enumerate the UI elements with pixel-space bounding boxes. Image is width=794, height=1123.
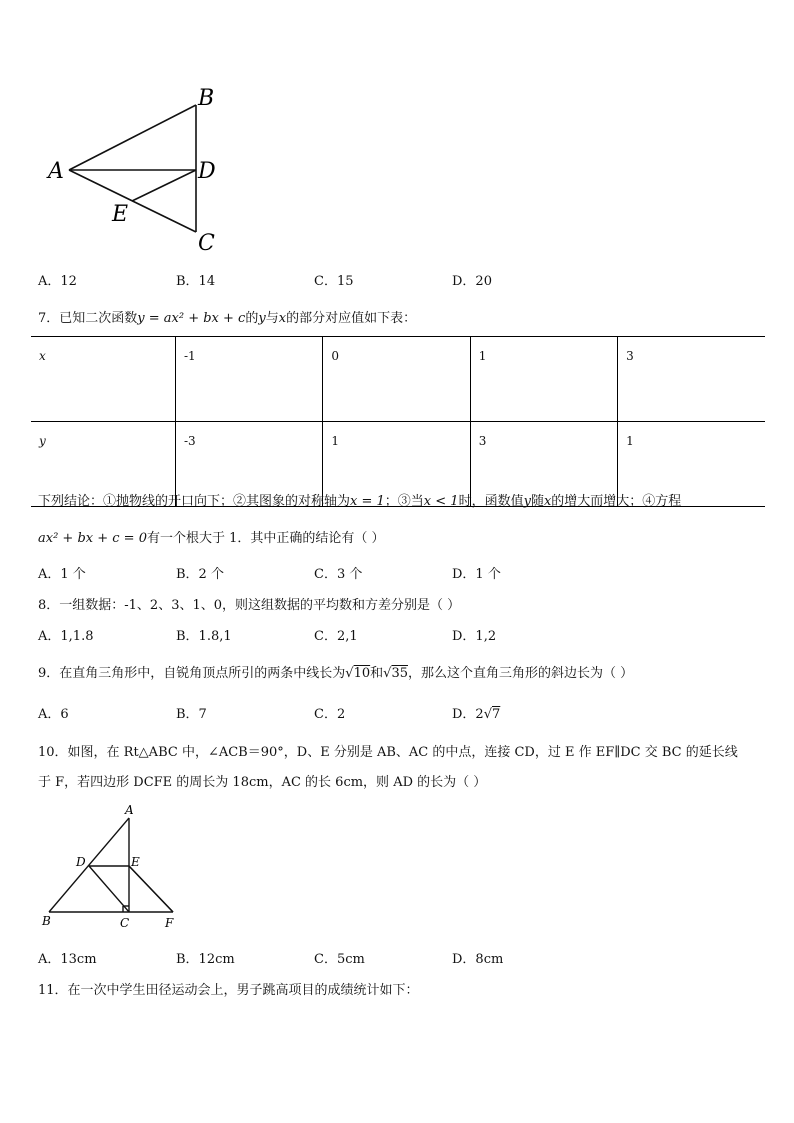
q6-options [38,270,758,288]
q8-option-c[interactable]: C．2,1 [314,629,358,644]
q8-option-d[interactable]: D．1,2 [452,629,497,644]
q7-option-c[interactable]: C．3 个 [314,567,363,582]
q7-option-b[interactable]: B．2 个 [176,567,224,582]
table-cell: 3 [470,422,617,507]
q7-function: y = ax² + bx + c [137,311,246,326]
label-C: C [120,916,130,930]
label-B: B [198,86,215,111]
q7-value-table [31,336,765,507]
q11-stem: 11．在一次中学生田径运动会上，男子跳高项目的成绩统计如下： [38,983,419,998]
q6-option-d[interactable]: D．20 [452,274,492,289]
label-C: C [198,231,215,256]
q8-option-a[interactable]: A．1,1.8 [38,629,94,644]
q9-option-b[interactable]: B．7 [176,707,207,722]
q10-stem-line2: 于 F，若四边形 DCFE 的周长为 18cm，AC 的长 6cm，则 AD 的长为（ ） [38,775,487,790]
q7-conclusions-line2: ax² + bx + c = 0有一个根大于 1．其中正确的结论有（ ） [38,531,385,546]
q9-option-a[interactable]: A．6 [38,707,69,722]
label-B: B [42,914,51,928]
triangle-figure-q6 [40,80,240,260]
table-cell: 1 [470,337,617,422]
q10-option-d[interactable]: D．8cm [452,952,504,967]
q7-option-d[interactable]: D．1 个 [452,567,501,582]
q6-option-a[interactable]: A．12 [38,274,77,289]
q10-option-b[interactable]: B．12cm [176,952,235,967]
table-header-y: y [31,422,176,507]
q6-option-b[interactable]: B．14 [176,274,216,289]
label-D: D [76,855,86,869]
table-cell: -1 [176,337,323,422]
label-E: E [131,855,140,869]
table-cell: 0 [323,337,470,422]
q10-option-c[interactable]: C．5cm [314,952,365,967]
label-F: F [165,916,174,930]
q6-option-c[interactable]: C．15 [314,274,354,289]
q8-stem: 8．一组数据：-1、2、3、1、0，则这组数据的平均数和方差分别是（ ） [38,598,461,613]
q7-option-a[interactable]: A．1 个 [38,567,86,582]
label-A: A [48,159,64,184]
label-D: D [198,159,216,184]
table-cell: -3 [176,422,323,507]
q9-options [38,703,758,721]
q7-stem: 7．已知二次函数y = ax² + bx + c的y与x的部分对应值如下表： [38,311,417,326]
q7-conclusions-line1: 下列结论：①抛物线的开口向下；②其图象的对称轴为x = 1；③当x < 1时，函数值y随x的增大而增大；④方程 [38,494,682,509]
q9-option-c[interactable]: C．2 [314,707,346,722]
q10-stem-line1: 10．如图，在 Rt△ABC 中，∠ACB＝90°，D、E 分别是 AB、AC 的中点，连接 CD，过 E 作 EF∥DC 交 BC 的延长线 [38,745,738,760]
q7-options [38,563,758,581]
q10-option-a[interactable]: A．13cm [38,952,97,967]
table-cell: 1 [323,422,470,507]
q8-option-b[interactable]: B．1.8,1 [176,629,232,644]
label-A: A [125,803,134,817]
table-row-x [31,337,765,422]
table-cell: 3 [618,337,765,422]
triangle-figure-q10 [36,800,186,935]
label-E: E [112,202,129,227]
q9-option-d[interactable]: D．2√7 [452,707,501,722]
q8-options [38,625,758,643]
q9-stem: 9．在直角三角形中，自锐角顶点所引的两条中线长为√10和√35，那么这个直角三角形的斜边长为（ ） [38,666,634,681]
table-cell: 1 [618,422,765,507]
table-header-x: x [31,337,176,422]
q10-options [38,948,758,966]
